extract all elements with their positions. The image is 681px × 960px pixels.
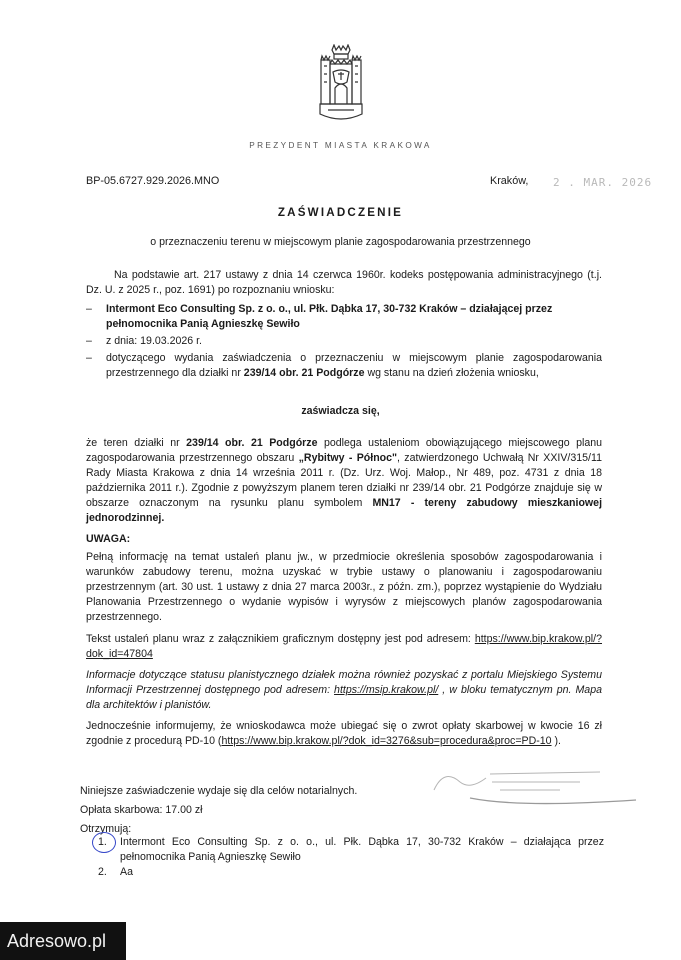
bullet-applicant bbox=[86, 302, 602, 332]
p3-text: Tekst ustaleń planu wraz z załącznikiem graficznym dostępny jest pod adresem: bbox=[86, 633, 475, 645]
request-details-list bbox=[86, 302, 602, 383]
p1-parcel: 239/14 obr. 21 Podgórze bbox=[186, 437, 318, 449]
plan-link[interactable]: https://www.bip.krakow.pl/?dok_id=47804 bbox=[86, 633, 602, 660]
recipient-item bbox=[98, 865, 604, 880]
office-name: PREZYDENT MIASTA KRAKOWA bbox=[249, 141, 432, 150]
krakow-coat-of-arms-icon bbox=[318, 44, 364, 122]
plan-text-paragraph bbox=[86, 632, 602, 662]
request-date: z dnia: 19.03.2026 r. bbox=[106, 335, 203, 347]
note-label: UWAGA: bbox=[86, 533, 131, 545]
refund-paragraph bbox=[86, 719, 602, 749]
p1-c: , zatwierdzonego Uchwałą Nr XXIV/315/11 Rady Miasta Krakowa z dnia 14 września 2011 r. (Dz. Urz. Woj. Małop., Nr 489, poz. 4731 z dnia 18 października 2011 r.). Zgodnie z powyższym planem teren działki nr 239/14 obr. 21 Podgórze znajduje się w obszarze oznaczonym na rysunku planu symbolem bbox=[86, 452, 602, 509]
document-title: ZAŚWIADCZENIE bbox=[277, 206, 404, 219]
p1-b: podlega ustaleniom obowiązującego miejscowego planu zagospodarowania przestrzennego obszaru bbox=[86, 437, 603, 464]
procedure-link[interactable]: https://www.bip.krakow.pl/?dok_id=3276&sub=procedura&proc=PD-10 bbox=[221, 735, 552, 747]
date-stamp: 2 . MAR. 2026 bbox=[553, 176, 653, 189]
msip-link[interactable]: https://msip.krakow.pl/ bbox=[334, 684, 439, 696]
concerning-suffix: wg stanu na dzień złożenia wniosku, bbox=[364, 367, 539, 379]
signature-stamp-icon bbox=[430, 760, 640, 822]
purpose-line: Niniejsze zaświadczenie wydaje się dla celów notarialnych. bbox=[80, 785, 358, 797]
bullet-concerning bbox=[86, 351, 602, 381]
p1-symbol: MN17 - tereny zabudowy mieszkaniowej jednorodzinnej. bbox=[86, 497, 603, 524]
recipient-text: Intermont Eco Consulting Sp. z o. o., ul. Płk. Dąbka 17, 30-732 Kraków – działająca przez pełnomocnika Panią Agnieszkę Sewiło bbox=[120, 836, 604, 863]
p1-area: „Rybitwy - Północ" bbox=[298, 452, 398, 464]
recipient-number: 2. bbox=[98, 866, 107, 878]
p5-b: ). bbox=[551, 735, 561, 747]
p1-a: że teren działki nr bbox=[86, 437, 187, 449]
dash-marker: – bbox=[86, 335, 92, 347]
place-label: Kraków, bbox=[490, 175, 529, 187]
handwritten-circle-annotation bbox=[92, 832, 116, 853]
p5-a: Jednocześnie informujemy, że wnioskodawca może ubiegać się o zwrot opłaty skarbowej w kwocie 16 zł zgodnie z procedurą PD-10 ( bbox=[86, 720, 602, 747]
recipient-text: Aa bbox=[120, 866, 133, 878]
watermark-badge: Adresowo.pl bbox=[0, 922, 126, 960]
p4-b: , w bloku tematycznym pn. Mapa dla architektów i planistów. bbox=[86, 684, 602, 711]
certifies-heading: zaświadcza się, bbox=[301, 405, 380, 417]
recipient-number: 1. bbox=[98, 836, 107, 848]
recipient-item bbox=[98, 835, 604, 865]
concerning-prefix: dotyczącego wydania zaświadczenia o przeznaczeniu w miejscowym planie zagospodarowania przestrzennego dla działki nr bbox=[106, 352, 602, 379]
dash-marker: – bbox=[86, 352, 92, 364]
note-paragraph: Pełną informację na temat ustaleń planu jw., w przedmiocie określenia sposobów zagospodarowania i warunków zabudowy terenu, można uzyskać w trybie ustawy o planowaniu i zagospodarowaniu przestrzennym (art. 30 ust. 1 ustawy z dnia 27 marca 2003r., z późn. zm.), poprzez wystąpienie do Wydziału Planowania Przestrzennego o wydanie wypisów i wyrysów z miejscowych planów zagospodarowania przestrzennego. bbox=[86, 551, 602, 623]
document-subtitle: o przeznaczeniu terenu w miejscowym planie zagospodarowania przestrzennego bbox=[150, 236, 531, 248]
recipients-list bbox=[98, 835, 604, 880]
reference-number: BP-05.6727.929.2026.MNO bbox=[86, 175, 220, 187]
decision-paragraph bbox=[86, 436, 602, 526]
intro-paragraph: Na podstawie art. 217 ustawy z dnia 14 czerwca 1960r. kodeks postępowania administracyjnego (t.j. Dz. U. z 2025 r., poz. 1691) po rozpoznaniu wniosku: bbox=[86, 269, 602, 296]
fee-line: Opłata skarbowa: 17.00 zł bbox=[80, 804, 203, 816]
applicant-text: Intermont Eco Consulting Sp. z o. o., ul. Płk. Dąbka 17, 30-732 Kraków – działającej przez pełnomocnika Panią Agnieszkę Sewiło bbox=[106, 303, 553, 330]
msip-paragraph bbox=[86, 668, 602, 713]
recipients-label: Otrzymują: bbox=[80, 823, 132, 835]
bullet-date bbox=[86, 334, 602, 349]
dash-marker: – bbox=[86, 303, 92, 315]
concerning-parcel: 239/14 obr. 21 Podgórze bbox=[243, 367, 365, 379]
p4-a: Informacje dotyczące statusu planistycznego działek można również pozyskać z portalu Miejskiego Systemu Informacji Przestrzennej dostępnego pod adresem: bbox=[86, 669, 602, 696]
